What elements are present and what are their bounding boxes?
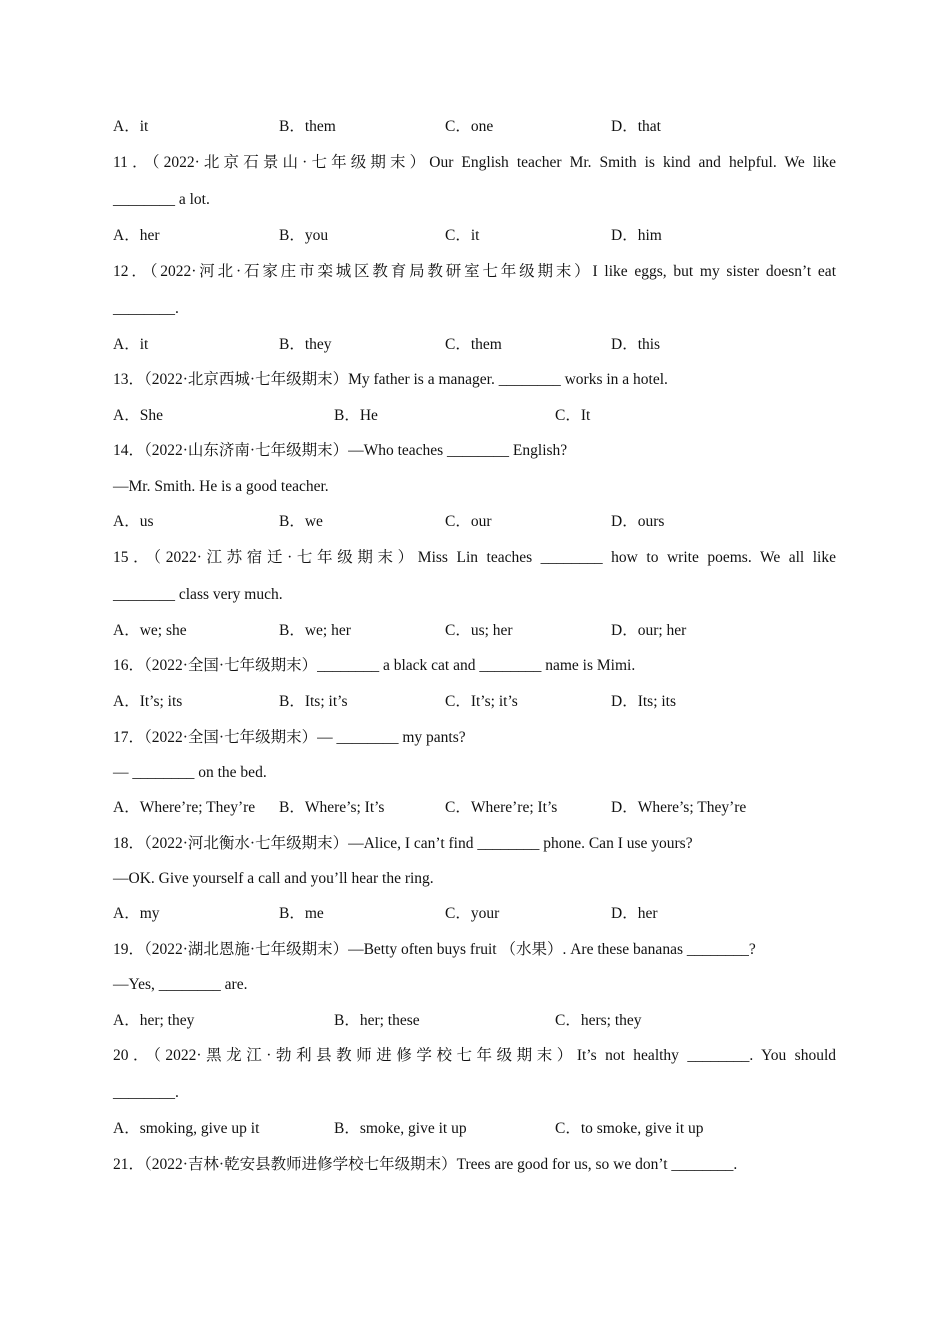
q16-option-b: B．Its; it’s — [279, 693, 348, 710]
q15-option-a: A．we; she — [113, 622, 187, 639]
q10-option-d: D．that — [611, 118, 661, 135]
q10-option-c: C．one — [445, 118, 494, 135]
q15-stem: 15．（2022·江苏宿迁·七年级期末）Miss Lin teaches ________ how to write poems. We all like — [113, 549, 836, 566]
q16-option-a: A．It’s; its — [113, 693, 183, 710]
q17-option-c: C．Where’re; It’s — [445, 799, 558, 816]
q12-stem: 12．（2022·河北·石家庄市栾城区教育局教研室七年级期末）I like eggs, but my sister doesn’t eat — [113, 263, 836, 280]
q19-stem-continued: —Yes, ________ are. — [113, 976, 248, 993]
q17-stem: 17．（2022·全国·七年级期末）— ________ my pants? — [113, 729, 466, 746]
q18-option-d: D．her — [611, 905, 658, 922]
q15-option-d: D．our; her — [611, 622, 687, 639]
q14-stem: 14．（2022·山东济南·七年级期末）—Who teaches ________ English? — [113, 442, 568, 459]
q18-option-c: C．your — [445, 905, 500, 922]
q16-option-c: C．It’s; it’s — [445, 693, 518, 710]
q14-option-b: B．we — [279, 513, 323, 530]
q19-stem: 19．（2022·湖北恩施·七年级期末）—Betty often buys fruit （水果）. Are these bananas ________? — [113, 941, 756, 958]
q18-stem: 18．（2022·河北衡水·七年级期末）—Alice, I can’t find ________ phone. Can I use yours? — [113, 835, 693, 852]
q15-option-b: B．we; her — [279, 622, 351, 639]
q12-option-d: D．this — [611, 336, 661, 353]
q17-option-a: A．Where’re; They’re — [113, 799, 256, 816]
q12-option-a: A．it — [113, 336, 149, 353]
q16-stem: 16．（2022·全国·七年级期末）________ a black cat and ________ name is Mimi. — [113, 657, 636, 674]
q15-option-c: C．us; her — [445, 622, 513, 639]
q14-option-d: D．ours — [611, 513, 665, 530]
q12-option-c: C．them — [445, 336, 502, 353]
q18-option-a: A．my — [113, 905, 160, 922]
q17-option-d: D．Where’s; They’re — [611, 799, 747, 816]
q15-stem-continued: ________ class very much. — [113, 586, 283, 603]
q14-stem-continued: —Mr. Smith. He is a good teacher. — [113, 478, 329, 495]
q12-stem-continued: ________. — [113, 300, 179, 317]
q12-option-b: B．they — [279, 336, 332, 353]
q21-stem: 21．（2022·吉林·乾安县教师进修学校七年级期末）Trees are good for us, so we don’t ________. — [113, 1156, 738, 1173]
q19-option-c: C．hers; they — [555, 1012, 642, 1029]
q10-option-b: B．them — [279, 118, 336, 135]
q13-option-c: C．It — [555, 407, 591, 424]
q19-option-b: B．her; these — [334, 1012, 420, 1029]
q20-stem-continued: ________. — [113, 1084, 179, 1101]
q13-option-a: A．She — [113, 407, 163, 424]
q18-option-b: B．me — [279, 905, 324, 922]
q10-option-a: A．it — [113, 118, 149, 135]
q18-stem-continued: —OK. Give yourself a call and you’ll hear the ring. — [113, 870, 434, 887]
q20-option-c: C．to smoke, give it up — [555, 1120, 704, 1137]
q20-option-b: B．smoke, give it up — [334, 1120, 467, 1137]
q11-option-a: A．her — [113, 227, 160, 244]
q16-option-d: D．Its; its — [611, 693, 677, 710]
q11-option-c: C．it — [445, 227, 480, 244]
q11-stem-continued: ________ a lot. — [113, 191, 210, 208]
q14-option-a: A．us — [113, 513, 154, 530]
q17-stem-continued: — ________ on the bed. — [113, 764, 267, 781]
q13-stem: 13．（2022·北京西城·七年级期末）My father is a manager. ________ works in a hotel. — [113, 371, 668, 388]
q17-option-b: B．Where’s; It’s — [279, 799, 385, 816]
q20-option-a: A．smoking, give up it — [113, 1120, 260, 1137]
q20-stem: 20．（2022·黑龙江·勃利县教师进修学校七年级期末）It’s not healthy ________. You should — [113, 1047, 836, 1064]
q11-stem: 11．（2022·北京石景山·七年级期末）Our English teacher Mr. Smith is kind and helpful. We like — [113, 154, 836, 171]
q19-option-a: A．her; they — [113, 1012, 195, 1029]
q11-option-d: D．him — [611, 227, 662, 244]
q13-option-b: B．He — [334, 407, 378, 424]
q14-option-c: C．our — [445, 513, 492, 530]
q11-option-b: B．you — [279, 227, 329, 244]
